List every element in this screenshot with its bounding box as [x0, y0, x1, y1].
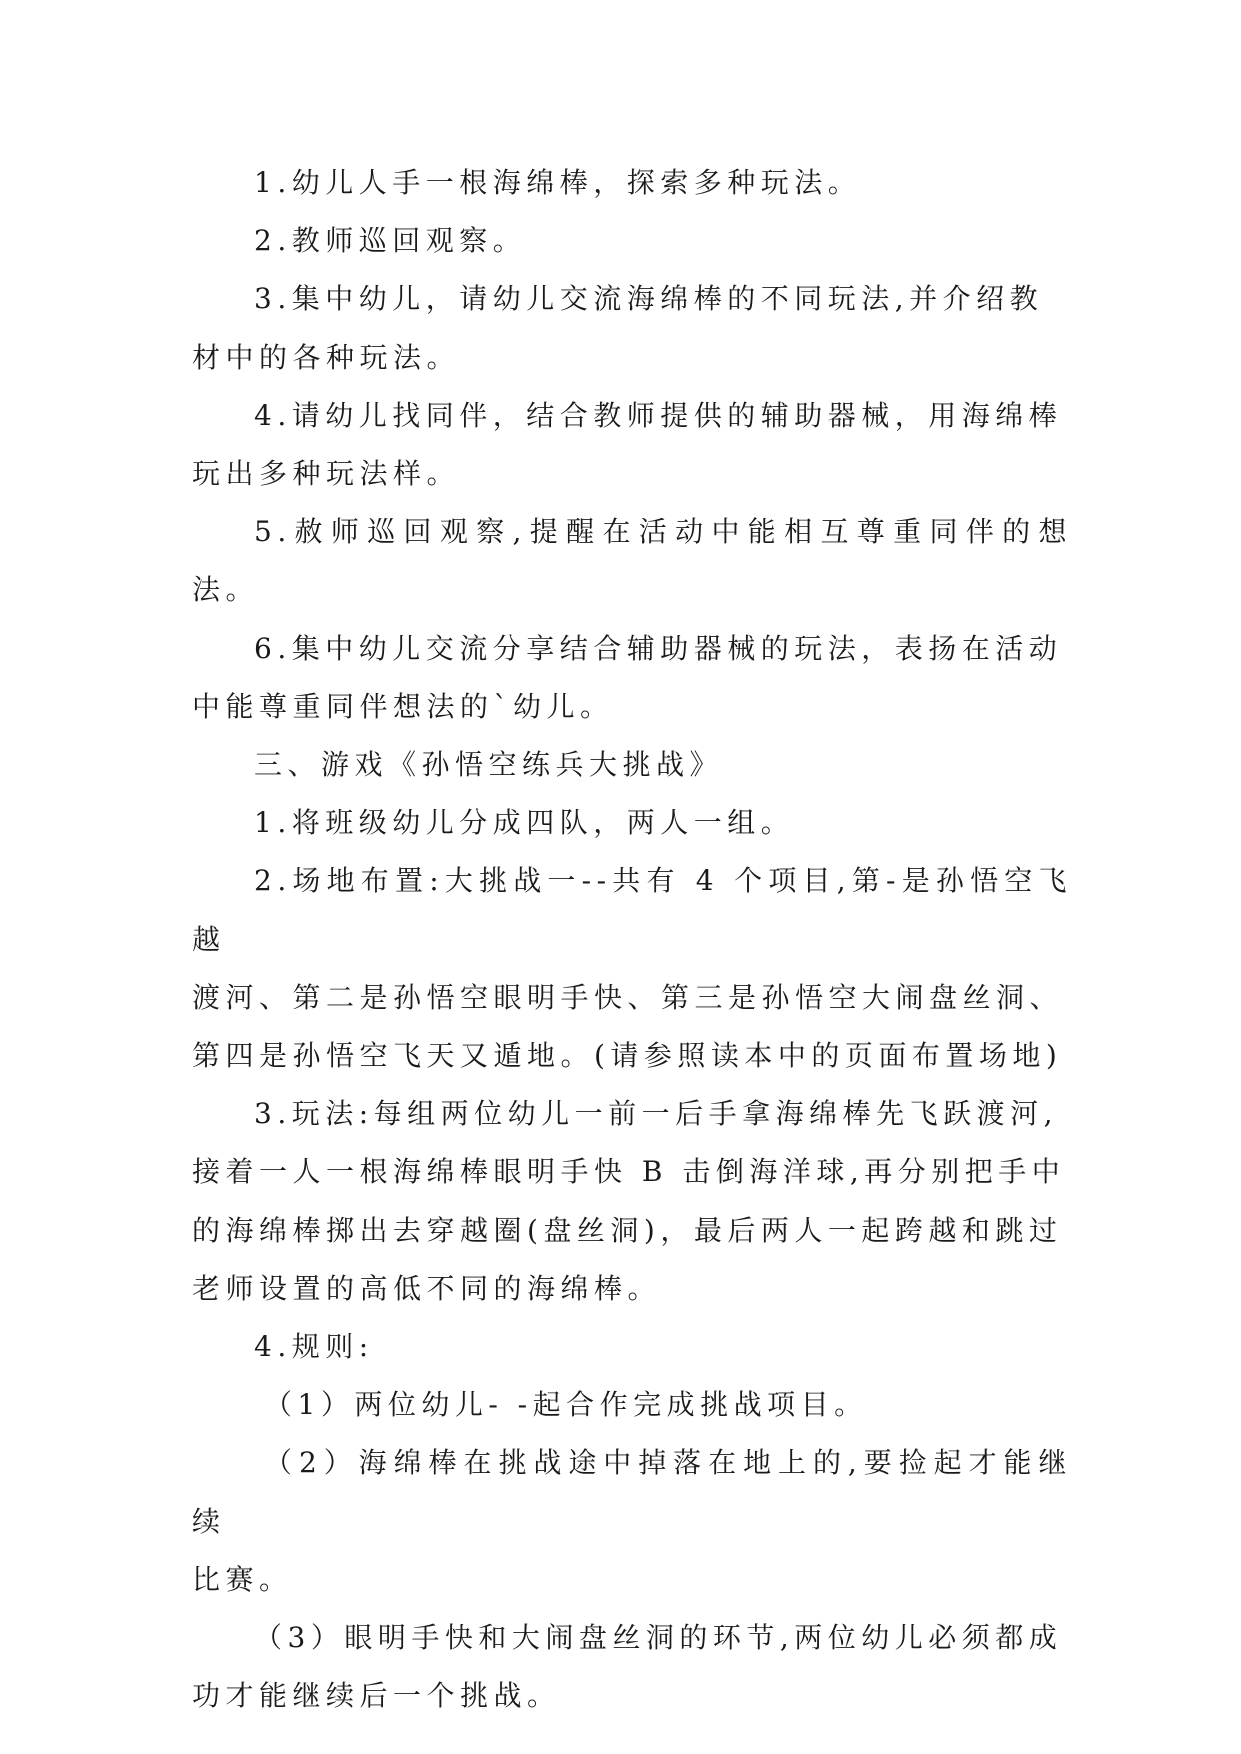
text-line: 4.规则:	[254, 1330, 374, 1364]
document-body	[192, 154, 1072, 1725]
paragraph-rule-2	[192, 1434, 1072, 1609]
text-line: 3.玩法:每组两位幼儿一前一后手拿海绵棒先飞跃渡河,	[254, 1097, 1059, 1131]
text-line: 材中的各种玩法。	[192, 340, 461, 374]
paragraph-game-step-1	[192, 794, 1072, 852]
text-line: 三、游戏《孙悟空练兵大挑战》	[254, 748, 724, 782]
text-line: 比赛。	[192, 1562, 293, 1596]
text-line: 老师设置的高低不同的海绵棒。	[192, 1271, 662, 1305]
paragraph-rule-1	[192, 1376, 1072, 1434]
text-line: 第四是孙悟空飞天又遁地。(请参照读本中的页面布置场地)	[192, 1039, 1063, 1073]
text-line: 2.教师巡回观察。	[254, 224, 527, 258]
text-line: 的海绵棒掷出去穿越圈(盘丝洞)，最后两人一起跨越和跳过	[192, 1213, 1063, 1247]
section-heading-game	[192, 736, 1072, 794]
text-line: 1.将班级幼儿分成四队，两人一组。	[254, 806, 795, 840]
text-line: 2.场地布置:大挑战一--共有 4 个项目,第-是孙悟空飞越	[192, 864, 1072, 956]
paragraph-step-3	[192, 270, 1072, 386]
paragraph-rule-3	[192, 1609, 1072, 1725]
text-line: （2）海绵棒在挑战途中掉落在地上的,要捡起才能继续	[192, 1446, 1072, 1538]
paragraph-step-4	[192, 387, 1072, 503]
text-line: 接着一人一根海绵棒眼明手快 B 击倒海洋球,再分别把手中	[192, 1155, 1066, 1189]
text-line: 功才能继续后一个挑战。	[192, 1679, 561, 1713]
text-line: 玩出多种玩法样。	[192, 457, 461, 491]
text-line: （1）两位幼儿- -起合作完成挑战项目。	[264, 1388, 868, 1422]
text-line: 1.幼儿人手一根海绵棒，探索多种玩法。	[254, 166, 862, 199]
text-line: 4.请幼儿找同伴，结合教师提供的辅助器械，用海绵棒	[254, 398, 1063, 432]
paragraph-game-step-4	[192, 1318, 1072, 1376]
paragraph-step-1	[192, 154, 1072, 212]
text-line: 中能尊重同伴想法的`幼儿。	[192, 689, 614, 723]
text-line: 5.赦师巡回观察,提醒在活动中能相互尊重同伴的想法。	[192, 515, 1072, 607]
text-line: （3）眼明手快和大闹盘丝洞的环节,两位幼儿必须都成	[254, 1621, 1063, 1655]
text-line: 渡河、第二是孙悟空眼明手快、第三是孙悟空大闹盘丝洞、	[192, 980, 1064, 1014]
paragraph-game-step-2	[192, 852, 1072, 1085]
paragraph-game-step-3	[192, 1085, 1072, 1318]
paragraph-step-6	[192, 620, 1072, 736]
text-line: 3.集中幼儿，请幼儿交流海绵棒的不同玩法,并介绍教	[254, 282, 1044, 316]
paragraph-step-5	[192, 503, 1072, 619]
text-line: 6.集中幼儿交流分享结合辅助器械的玩法，表扬在活动	[254, 631, 1063, 665]
paragraph-step-2	[192, 212, 1072, 270]
